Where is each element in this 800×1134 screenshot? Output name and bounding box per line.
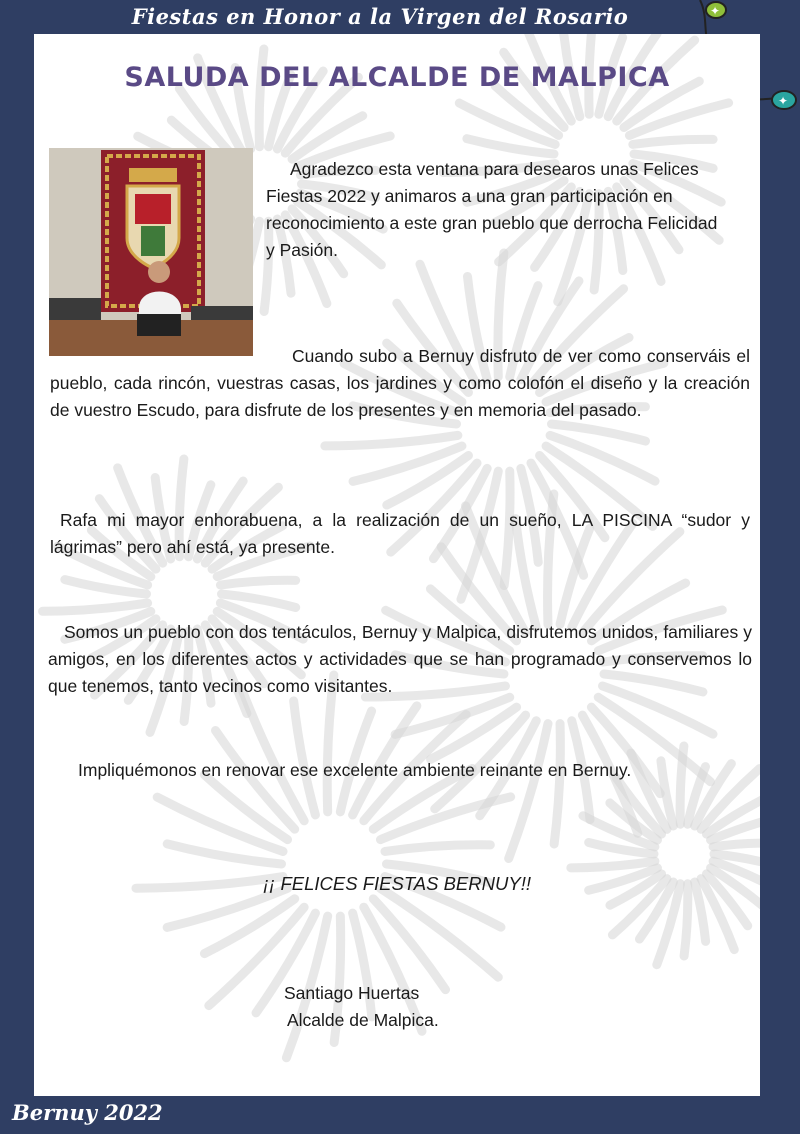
header-title: Fiestas en Honor a la Virgen del Rosario	[131, 4, 629, 29]
mayor-photo	[49, 148, 253, 356]
paragraph-pool: Rafa mi mayor enhorabuena, a la realización de un sueño, LA PISCINA “sudor y lágrimas” pero ahí está, ya presente.	[50, 510, 750, 557]
svg-text:✦: ✦	[710, 4, 721, 18]
paragraph-ambience: Impliquémonos en renovar ese excelente ambiente reinante en Bernuy.	[78, 760, 632, 780]
signature-role: Alcalde de Malpica.	[287, 1010, 439, 1030]
letter-page	[34, 34, 760, 1096]
paragraph-community: Somos un pueblo con dos tentáculos, Bernuy y Malpica, disfrutemos unidos, familiares y amigos, en los diferentes actos y actividades que se han programado y conservemos lo que tenemos, tanto vecinos como visitantes.	[48, 622, 752, 696]
paragraph-visit: Cuando subo a Bernuy disfruto de ver como conserváis el pueblo, cada rincón, vuestras casas, los jardines y como colofón el diseño y la creación de vuestro Escudo, para disfrute de los presentes y en memoria del pasado.	[50, 346, 750, 420]
footer-title: Bernuy 2022	[12, 1100, 163, 1125]
svg-text:✦: ✦	[778, 94, 789, 108]
page-title: SALUDA DEL ALCALDE DE MALPICA	[124, 62, 670, 93]
signature-name: Santiago Huertas	[284, 983, 420, 1003]
greeting: ¡¡ FELICES FIESTAS BERNUY!!	[263, 873, 531, 894]
paragraph-gratitude: Agradezco esta ventana para desearos unas Felices Fiestas 2022 y animaros a una gran participación en reconocimiento a este gran pueblo que derrocha Felicidad y Pasión.	[266, 159, 718, 260]
